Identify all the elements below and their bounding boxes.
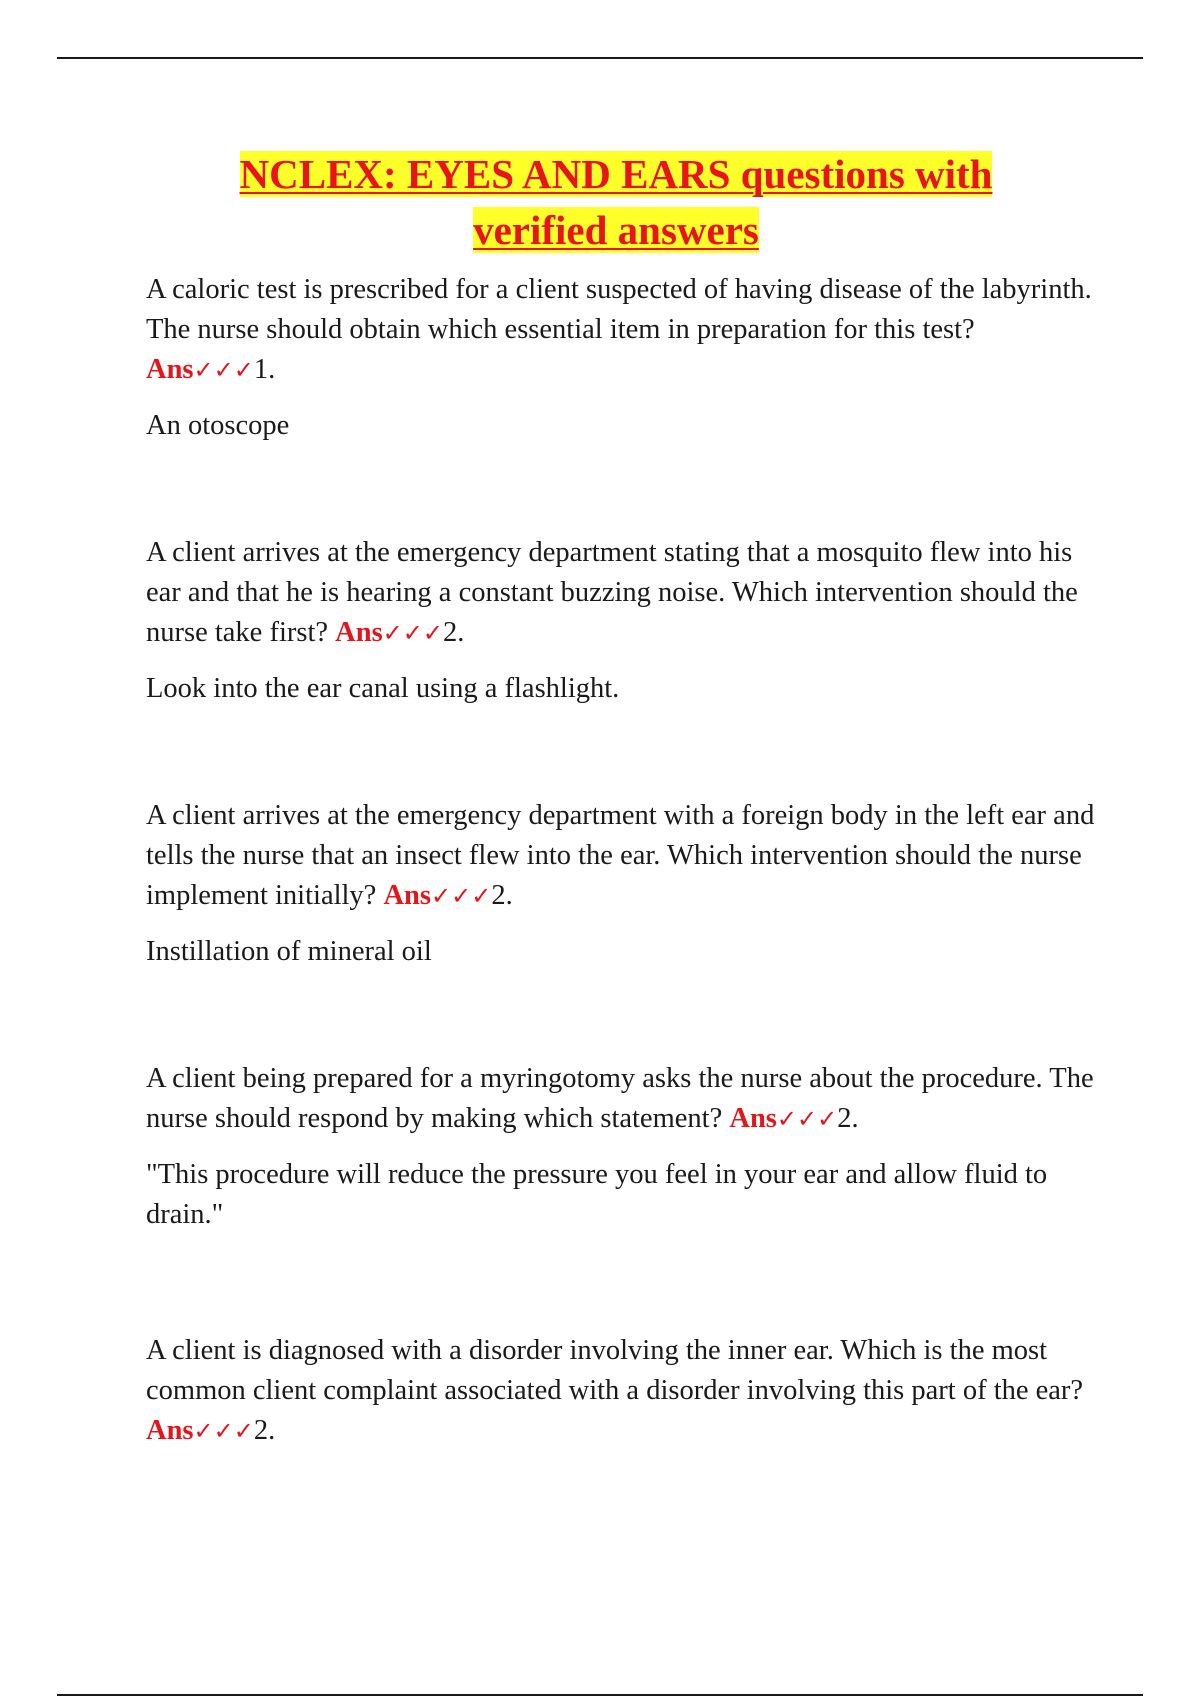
top-rule [57, 57, 1143, 59]
answer-marker: Ans [146, 1415, 194, 1446]
answer-marker: Ans [335, 617, 383, 648]
page-title [146, 146, 1086, 258]
checkmark-icon: ✓✓✓ [193, 356, 254, 384]
answer-marker: Ans [383, 880, 431, 911]
question-text: A client arrives at the emergency department with a foreign body in the left ear and tells the nurse that an insect flew into the ear. Which intervention should the nurse implement initially? Ans✓✓✓2. [146, 800, 1095, 911]
answer-choice: 2. [443, 617, 465, 648]
answer-text: Look into the ear canal using a flashlight. [146, 673, 620, 704]
answer-text: Instillation of mineral oil [146, 936, 432, 967]
qa-list [146, 270, 1096, 1451]
question-text: A client arrives at the emergency department stating that a mosquito flew into his ear and that he is hearing a constant buzzing noise. Which intervention should the nurse take first? Ans✓✓✓2. [146, 537, 1078, 648]
question-text: A client is diagnosed with a disorder involving the inner ear. Which is the most common client complaint associated with a disorder involving this part of the ear? Ans✓✓✓2. [146, 1335, 1084, 1446]
answer-choice: 2. [491, 880, 513, 911]
qa-item [146, 270, 1096, 446]
qa-item [146, 533, 1096, 709]
answer-choice: 2. [253, 1415, 276, 1446]
answer-text: "This procedure will reduce the pressure you feel in your ear and allow fluid to drain." [146, 1159, 1048, 1230]
question-text: A caloric test is prescribed for a client suspected of having disease of the labyrinth. The nurse should obtain which essential item in preparation for this test? Ans✓✓✓1. [146, 274, 1092, 385]
qa-item [146, 1331, 1096, 1451]
question-text: A client being prepared for a myringotomy asks the nurse about the procedure. The nurse should respond by making which statement? Ans✓✓✓2. [146, 1063, 1094, 1134]
checkmark-icon: ✓✓✓ [193, 1417, 254, 1445]
answer-marker: Ans [146, 354, 194, 385]
bottom-rule [57, 1694, 1143, 1696]
title-line-1: NCLEX: EYES AND EARS questions with [239, 151, 993, 197]
answer-text: An otoscope [146, 410, 290, 441]
checkmark-icon: ✓✓✓ [430, 882, 492, 910]
answer-choice: 1. [253, 354, 276, 385]
answer-choice: 2. [837, 1103, 859, 1134]
qa-item [146, 796, 1096, 972]
qa-item [146, 1059, 1096, 1235]
answer-marker: Ans [729, 1103, 777, 1134]
checkmark-icon: ✓✓✓ [382, 619, 443, 647]
checkmark-icon: ✓✓✓ [776, 1105, 838, 1133]
title-line-2: verified answers [473, 207, 759, 253]
